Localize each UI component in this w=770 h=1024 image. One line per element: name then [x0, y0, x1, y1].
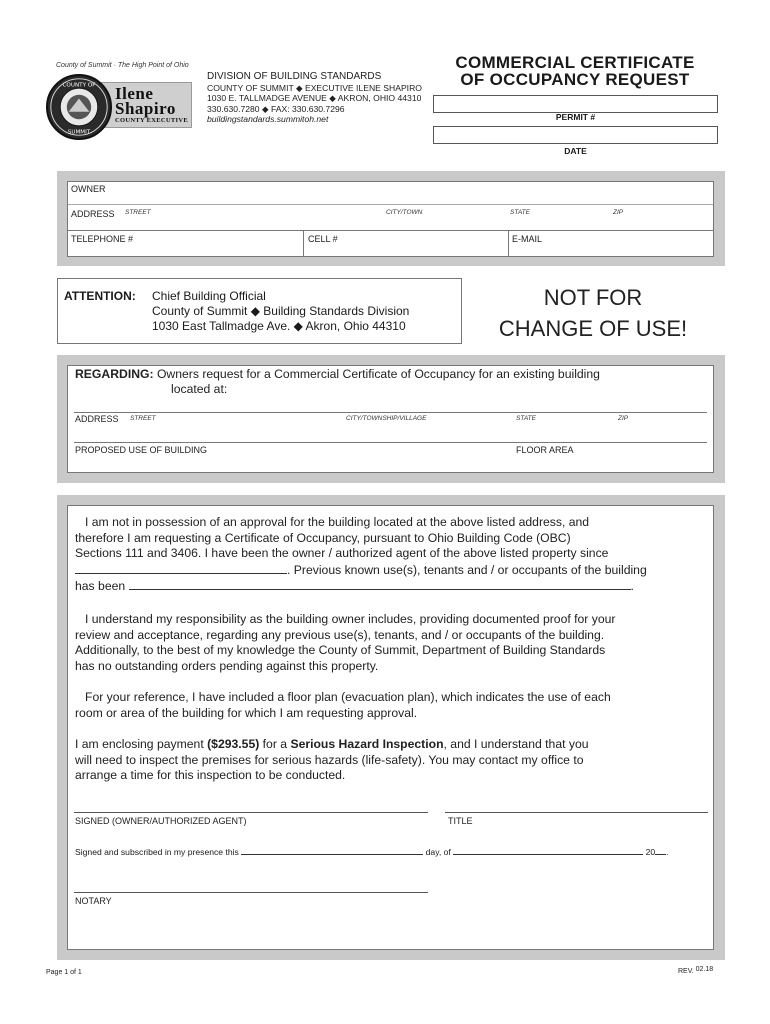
paragraph-responsibility: [75, 612, 711, 674]
owner-city-label: CITY/TOWN: [386, 209, 423, 216]
regarding-street-label: STREET: [130, 415, 156, 422]
has-been-text: has been: [75, 579, 126, 593]
payment-amount: ($293.55): [207, 737, 260, 751]
logo-subtitle: COUNTY EXECUTIVE: [115, 117, 188, 124]
regarding-text-line1: Owners request for a Commercial Certificate of Occupancy for an existing building: [156, 367, 600, 381]
responsibility-line4: has no outstanding orders pending against this property.: [75, 658, 379, 673]
responsibility-line2: review and acceptance, regarding any previous use(s), tenants, and / or occupants of the building.: [75, 627, 605, 642]
owner-state-label: STATE: [510, 209, 530, 216]
rev-prefix: REV.: [678, 968, 694, 975]
day-of-label: day, of: [425, 847, 451, 857]
responsibility-line1: I understand my responsibility as the building owner includes, providing documented proof for your: [85, 612, 616, 626]
regarding-zip-label: ZIP: [618, 415, 629, 422]
building-address-field[interactable]: [74, 396, 707, 412]
paragraph-payment: [75, 737, 711, 784]
payment-line2: will need to inspect the premises for serious hazards (life-safety). You may contact my office to: [75, 752, 584, 767]
proposed-use-label: PROPOSED USE OF BUILDING: [75, 445, 208, 455]
paragraph-floor-plan: [75, 690, 711, 721]
regarding-state-label: STATE: [516, 415, 536, 422]
signature-field[interactable]: [74, 796, 428, 812]
form-title: [432, 54, 718, 88]
revision: [678, 968, 713, 975]
floor-area-field[interactable]: [516, 426, 706, 442]
floor-area-label: FLOOR AREA: [516, 445, 574, 455]
proposed-use-line: [74, 442, 707, 443]
regarding-address-label: ADDRESS: [75, 414, 119, 424]
previous-use-text: . Previous known use(s), tenants and / or occupants of the building: [287, 562, 647, 577]
seal-bottom-text: SUMMIT: [67, 129, 91, 136]
permit-label: PERMIT #: [555, 112, 596, 122]
date-label: DATE: [564, 146, 587, 156]
owner-zip-label: ZIP: [613, 209, 624, 216]
payment-pre: I am enclosing payment: [75, 737, 208, 751]
regarding-text-line2: located at:: [171, 382, 228, 396]
county-tagline: County of Summit · The High Point of Ohio: [56, 62, 189, 69]
regarding-text: [75, 367, 600, 383]
title-field[interactable]: [445, 796, 708, 812]
form-title-line1: COMMERCIAL CERTIFICATE: [455, 53, 695, 72]
possession-line2: therefore I am requesting a Certificate of Occupancy, pursuant to Ohio Building Code (OBC): [75, 530, 571, 545]
website-link[interactable]: buildingstandards.summitoh.net: [207, 114, 329, 124]
payment-line1: [75, 737, 711, 753]
county-executive-line: COUNTY OF SUMMIT ◆ EXECUTIVE ILENE SHAPIRO: [207, 82, 422, 93]
year-field[interactable]: [655, 846, 666, 855]
phone-fax-line: 330.630.7280 ◆ FAX: 330.630.7296: [207, 103, 345, 114]
proposed-use-field[interactable]: [74, 426, 494, 442]
inspection-type: Serious Hazard Inspection: [290, 737, 444, 751]
date-field[interactable]: [433, 126, 718, 144]
attention-box: [57, 278, 462, 344]
seal-top-text: COUNTY OF: [62, 82, 96, 89]
subscribed-month-field[interactable]: [453, 846, 643, 855]
possession-line1: I am not in possession of an approval for the building located at the above listed address, and: [85, 515, 590, 529]
permit-number-field[interactable]: [433, 95, 718, 113]
email-label: E-MAIL: [512, 234, 543, 244]
payment-mid: for a: [259, 737, 291, 751]
year-prefix: 20: [645, 847, 656, 857]
payment-post: , and I understand that you: [443, 737, 589, 751]
possession-line4: [75, 562, 711, 579]
county-seal-icon: [46, 74, 112, 140]
signed-label: SIGNED (OWNER/AUTHORIZED AGENT): [75, 816, 247, 826]
title-line: [445, 812, 708, 813]
possession-line5: has been .: [75, 579, 634, 593]
notice-line1: NOT FOR: [543, 285, 643, 310]
street-address-line: 1030 E. TALLMADGE AVENUE ◆ AKRON, OHIO 44310: [207, 93, 422, 103]
address-line: [74, 412, 707, 413]
notary-line: [74, 892, 428, 893]
owner-street-label: STREET: [125, 209, 151, 216]
logo-name-last: Shapiro: [115, 99, 176, 118]
division-address-block: [207, 72, 422, 125]
paragraph-possession: [75, 515, 711, 595]
responsibility-line3: Additionally, to the best of my knowledge the County of Summit, Department of Building Standards: [75, 643, 606, 657]
form-title-line2: OF OCCUPANCY REQUEST: [460, 70, 690, 89]
title-label: TITLE: [448, 816, 473, 826]
subscribed-line: Signed and subscribed in my presence this day, of 20 .: [75, 847, 669, 857]
page-number: Page 1 of 1: [46, 969, 82, 976]
owner-panel: [67, 181, 714, 257]
regarding-panel: [67, 365, 714, 473]
email-field[interactable]: [509, 231, 713, 257]
attention-line1: Chief Building Official: [152, 289, 266, 303]
owner-field[interactable]: [128, 182, 708, 203]
notary-field[interactable]: [74, 876, 428, 892]
owner-address-field[interactable]: [68, 205, 713, 229]
attention-line2: County of Summit ◆ Building Standards Division: [152, 304, 410, 318]
division-name: DIVISION OF BUILDING STANDARDS: [207, 71, 382, 82]
telephone-label: TELEPHONE #: [71, 234, 134, 244]
owner-address-label: ADDRESS: [71, 209, 115, 219]
payment-line3: arrange a time for this inspection to be conducted.: [75, 768, 346, 782]
telephone-field[interactable]: [68, 231, 303, 257]
possession-line3: Sections 111 and 3406. I have been the owner / authorized agent of the above listed property since: [75, 546, 609, 560]
county-logo: [46, 72, 194, 142]
not-for-change-of-use-notice: [468, 282, 718, 344]
logo-name-first: Ilene: [115, 84, 154, 103]
attention-line3: 1030 East Tallmadge Ave. ◆ Akron, Ohio 44310: [152, 319, 406, 333]
statement-panel: [67, 505, 714, 950]
owner-since-field[interactable]: [75, 562, 287, 574]
signature-line: [74, 812, 428, 813]
attention-label: ATTENTION:: [64, 289, 136, 303]
floor-plan-line2: room or area of the building for which I am requesting approval.: [75, 705, 418, 720]
owner-label: OWNER: [71, 184, 106, 194]
regarding-city-label: CITY/TOWNSHIP/VILLAGE: [346, 415, 427, 422]
subscribed-day-field[interactable]: [241, 846, 423, 855]
previous-use-field[interactable]: [129, 578, 631, 590]
notice-line2: CHANGE OF USE!: [498, 316, 688, 341]
cell-field[interactable]: [304, 231, 508, 257]
rev-value: 02.18: [695, 966, 714, 973]
regarding-label: REGARDING:: [75, 367, 154, 381]
cell-label: CELL #: [308, 234, 338, 244]
subscribed-label: Signed and subscribed in my presence this: [75, 847, 239, 857]
floor-plan-line1: For your reference, I have included a floor plan (evacuation plan), which indicates the use of each: [85, 690, 611, 704]
notary-label: NOTARY: [75, 896, 112, 906]
